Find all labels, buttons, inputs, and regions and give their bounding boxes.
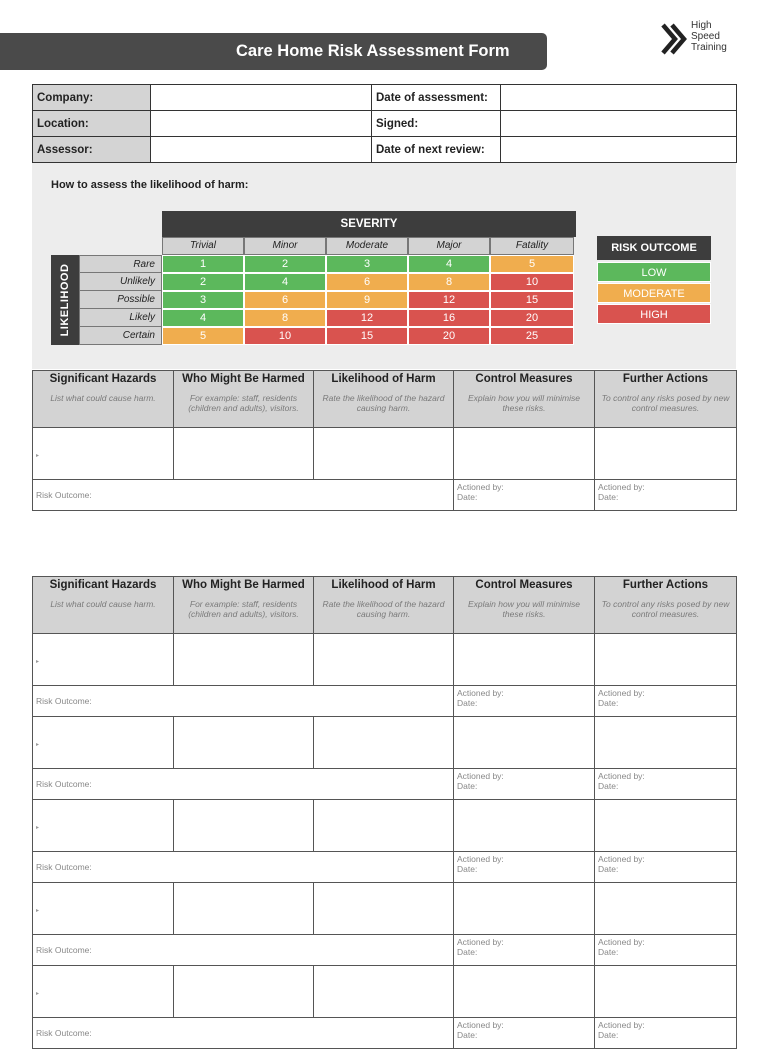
actioned-by-label: Actioned by: [598, 854, 645, 864]
column-hint: For example: staff, residents (children and adults), visitors. [188, 599, 299, 619]
actioned-by-field[interactable] [595, 1018, 737, 1049]
column-hint: For example: staff, residents (children and adults), visitors. [188, 393, 299, 413]
severity-level: Trivial [162, 237, 244, 255]
column-hint: Rate the likelihood of the hazard causing harm. [322, 599, 445, 619]
matrix-cell: 20 [408, 327, 490, 345]
entry-field[interactable] [454, 634, 595, 686]
likelihood-levels-column [79, 255, 162, 345]
location-field[interactable] [151, 111, 372, 137]
entry-field[interactable] [595, 966, 737, 1018]
column-title: Control Measures [475, 373, 573, 385]
matrix-cell: 25 [490, 327, 574, 345]
actioned-by-field[interactable] [454, 480, 595, 511]
actioned-by-field[interactable] [595, 852, 737, 883]
matrix-cell: 5 [490, 255, 574, 273]
hazard-header-row [33, 577, 737, 634]
date-label: Date: [457, 864, 478, 874]
likelihood-guide-panel [32, 163, 736, 369]
signed-label: Signed: [372, 111, 501, 137]
date-label: Date: [457, 492, 478, 502]
column-header [454, 577, 595, 634]
entry-field[interactable] [595, 428, 737, 480]
column-title: Control Measures [475, 579, 573, 591]
matrix-cell: 12 [408, 291, 490, 309]
hazard-entry-field[interactable] [33, 800, 174, 852]
chevron-logo-icon [661, 22, 687, 56]
entry-field[interactable] [595, 717, 737, 769]
likelihood-level: Unlikely [79, 273, 162, 291]
matrix-cell: 1 [162, 255, 244, 273]
column-header [174, 577, 314, 634]
date-label: Date: [457, 947, 478, 957]
actioned-by-label: Actioned by: [457, 937, 504, 947]
risk-outcome-field[interactable] [33, 686, 454, 717]
outcome-high: HIGH [597, 304, 711, 324]
actioned-by-label: Actioned by: [457, 688, 504, 698]
assessor-label: Assessor: [33, 137, 151, 163]
risk-outcome-row [33, 1018, 737, 1049]
date-label: Date: [598, 864, 619, 874]
entry-field[interactable] [454, 717, 595, 769]
column-hint: To control any risks posed by new control measures. [601, 393, 730, 413]
severity-level: Major [408, 237, 490, 255]
actioned-by-field[interactable] [454, 1018, 595, 1049]
column-header [314, 577, 454, 634]
matrix-row [162, 309, 576, 327]
triangle-right-icon: ▸ [36, 990, 40, 997]
risk-matrix [162, 255, 576, 345]
guide-heading: How to assess the likelihood of harm: [51, 179, 249, 191]
matrix-cell: 10 [490, 273, 574, 291]
likelihood-level: Possible [79, 291, 162, 309]
matrix-cell: 8 [408, 273, 490, 291]
likelihood-header-label: LIKELIHOOD [59, 263, 71, 337]
column-hint: Rate the likelihood of the hazard causing harm. [322, 393, 445, 413]
column-title: Further Actions [622, 373, 709, 385]
logo-line-2: Speed [691, 31, 720, 42]
risk-outcome-label: Risk Outcome: [36, 862, 92, 872]
risk-outcome-field[interactable] [33, 852, 454, 883]
matrix-cell: 4 [162, 309, 244, 327]
matrix-cell: 6 [326, 273, 408, 291]
column-title: Significant Hazards [49, 579, 157, 591]
matrix-cell: 6 [244, 291, 326, 309]
risk-outcome-row [33, 480, 737, 511]
column-title: Likelihood of Harm [331, 579, 436, 591]
hazard-entry-field[interactable] [33, 717, 174, 769]
matrix-cell: 10 [244, 327, 326, 345]
date-label: Date: [598, 1030, 619, 1040]
triangle-right-icon: ▸ [36, 824, 40, 831]
severity-level: Fatality [490, 237, 574, 255]
triangle-right-icon: ▸ [36, 658, 40, 665]
matrix-cell: 4 [244, 273, 326, 291]
entry-field[interactable] [314, 966, 454, 1018]
column-title: Significant Hazards [49, 373, 157, 385]
actioned-by-field[interactable] [454, 935, 595, 966]
matrix-cell: 5 [162, 327, 244, 345]
entry-field[interactable] [595, 800, 737, 852]
matrix-row [162, 273, 576, 291]
actioned-by-label: Actioned by: [598, 688, 645, 698]
entry-field[interactable] [174, 428, 314, 480]
matrix-cell: 15 [490, 291, 574, 309]
entry-field[interactable] [314, 800, 454, 852]
actioned-by-label: Actioned by: [598, 937, 645, 947]
actioned-by-label: Actioned by: [457, 1020, 504, 1030]
column-title: Who Might Be Harmed [182, 373, 305, 385]
entry-field[interactable] [174, 717, 314, 769]
matrix-cell: 2 [244, 255, 326, 273]
column-header [314, 371, 454, 428]
matrix-cell: 15 [326, 327, 408, 345]
entry-field[interactable] [174, 883, 314, 935]
matrix-row [162, 327, 576, 345]
column-header [174, 371, 314, 428]
actioned-by-label: Actioned by: [598, 1020, 645, 1030]
risk-outcome-label: Risk Outcome: [36, 1028, 92, 1038]
severity-header: SEVERITY [162, 211, 576, 237]
triangle-right-icon: ▸ [36, 741, 40, 748]
column-title: Likelihood of Harm [331, 373, 436, 385]
matrix-cell: 2 [162, 273, 244, 291]
risk-outcome-row [33, 935, 737, 966]
date-of-assessment-field[interactable] [501, 85, 737, 111]
hazard-table [32, 576, 737, 1049]
actioned-by-field[interactable] [454, 686, 595, 717]
table-row [33, 428, 737, 480]
column-hint: Explain how you will minimise these risks. [468, 393, 580, 413]
column-header [33, 577, 174, 634]
matrix-row [162, 291, 576, 309]
entry-field[interactable] [314, 428, 454, 480]
actioned-by-field[interactable] [595, 686, 737, 717]
hazard-entry-field[interactable] [33, 634, 174, 686]
risk-outcome-label: Risk Outcome: [36, 779, 92, 789]
entry-field[interactable] [454, 800, 595, 852]
actioned-by-field[interactable] [454, 769, 595, 800]
entry-field[interactable] [454, 966, 595, 1018]
risk-outcome-row [33, 686, 737, 717]
matrix-row [162, 255, 576, 273]
severity-level: Moderate [326, 237, 408, 255]
table-row [33, 717, 737, 769]
hazard-entry-field[interactable] [33, 966, 174, 1018]
entry-field[interactable] [454, 428, 595, 480]
actioned-by-field[interactable] [595, 480, 737, 511]
date-label: Date: [598, 698, 619, 708]
hazard-header-row [33, 371, 737, 428]
date-label: Date: [598, 781, 619, 791]
assessment-details-table [32, 84, 737, 163]
column-title: Further Actions [622, 579, 709, 591]
actioned-by-label: Actioned by: [598, 771, 645, 781]
entry-field[interactable] [595, 883, 737, 935]
column-hint: List what could cause harm. [50, 393, 156, 403]
logo-wordmark [691, 20, 727, 53]
actioned-by-field[interactable] [454, 852, 595, 883]
risk-outcome-label: Risk Outcome: [36, 490, 92, 500]
column-title: Who Might Be Harmed [182, 579, 305, 591]
actioned-by-label: Actioned by: [457, 771, 504, 781]
hazard-entry-field[interactable] [33, 883, 174, 935]
risk-outcome-row [33, 852, 737, 883]
logo-line-3: Training [691, 42, 727, 53]
likelihood-level: Certain [79, 327, 162, 345]
date-label: Date: [457, 1030, 478, 1040]
entry-field[interactable] [595, 634, 737, 686]
matrix-cell: 9 [326, 291, 408, 309]
column-hint: To control any risks posed by new control measures. [601, 599, 730, 619]
likelihood-level: Likely [79, 309, 162, 327]
hazard-entry-field[interactable] [33, 428, 174, 480]
risk-outcome-label: Risk Outcome: [36, 945, 92, 955]
info-row [33, 137, 737, 163]
info-row [33, 85, 737, 111]
table-row [33, 800, 737, 852]
column-header [33, 371, 174, 428]
date-of-next-review-label: Date of next review: [372, 137, 501, 163]
entry-field[interactable] [174, 800, 314, 852]
risk-outcome-field[interactable] [33, 480, 454, 511]
matrix-cell: 3 [162, 291, 244, 309]
date-label: Date: [598, 947, 619, 957]
column-header [595, 371, 737, 428]
outcome-low: LOW [597, 262, 711, 282]
column-hint: List what could cause harm. [50, 599, 156, 609]
actioned-by-label: Actioned by: [457, 482, 504, 492]
brand-logo [661, 20, 741, 60]
risk-outcome-field[interactable] [33, 935, 454, 966]
column-header [595, 577, 737, 634]
matrix-cell: 4 [408, 255, 490, 273]
date-label: Date: [598, 492, 619, 502]
date-label: Date: [457, 781, 478, 791]
matrix-cell: 12 [326, 309, 408, 327]
actioned-by-field[interactable] [595, 935, 737, 966]
title-banner [0, 33, 547, 70]
matrix-cell: 16 [408, 309, 490, 327]
severity-levels-row [162, 237, 574, 255]
actioned-by-label: Actioned by: [457, 854, 504, 864]
date-of-assessment-label: Date of assessment: [372, 85, 501, 111]
actioned-by-label: Actioned by: [598, 482, 645, 492]
location-label: Location: [33, 111, 151, 137]
risk-outcome-row [33, 769, 737, 800]
hazard-table [32, 370, 737, 511]
column-header [454, 371, 595, 428]
likelihood-header [51, 255, 79, 345]
table-row [33, 883, 737, 935]
entry-field[interactable] [314, 634, 454, 686]
risk-outcome-legend [597, 236, 711, 325]
risk-outcome-label: Risk Outcome: [36, 696, 92, 706]
risk-outcome-field[interactable] [33, 769, 454, 800]
page-title: Care Home Risk Assessment Form [236, 42, 510, 60]
triangle-right-icon: ▸ [36, 907, 40, 914]
matrix-cell: 20 [490, 309, 574, 327]
matrix-cell: 3 [326, 255, 408, 273]
entry-field[interactable] [174, 634, 314, 686]
entry-field[interactable] [174, 966, 314, 1018]
outcome-moderate: MODERATE [597, 283, 711, 303]
matrix-cell: 8 [244, 309, 326, 327]
info-row [33, 111, 737, 137]
risk-outcome-title: RISK OUTCOME [597, 236, 711, 260]
likelihood-level: Rare [79, 255, 162, 273]
date-label: Date: [457, 698, 478, 708]
triangle-right-icon: ▸ [36, 452, 40, 459]
entry-field[interactable] [314, 883, 454, 935]
risk-outcome-field[interactable] [33, 1018, 454, 1049]
logo-line-1: High [691, 20, 712, 31]
company-label: Company: [33, 85, 151, 111]
entry-field[interactable] [314, 717, 454, 769]
date-of-next-review-field[interactable] [501, 137, 737, 163]
actioned-by-field[interactable] [595, 769, 737, 800]
table-row [33, 634, 737, 686]
entry-field[interactable] [454, 883, 595, 935]
company-field[interactable] [151, 85, 372, 111]
severity-level: Minor [244, 237, 326, 255]
table-row [33, 966, 737, 1018]
signed-field[interactable] [501, 111, 737, 137]
column-hint: Explain how you will minimise these risks. [468, 599, 580, 619]
assessor-field[interactable] [151, 137, 372, 163]
